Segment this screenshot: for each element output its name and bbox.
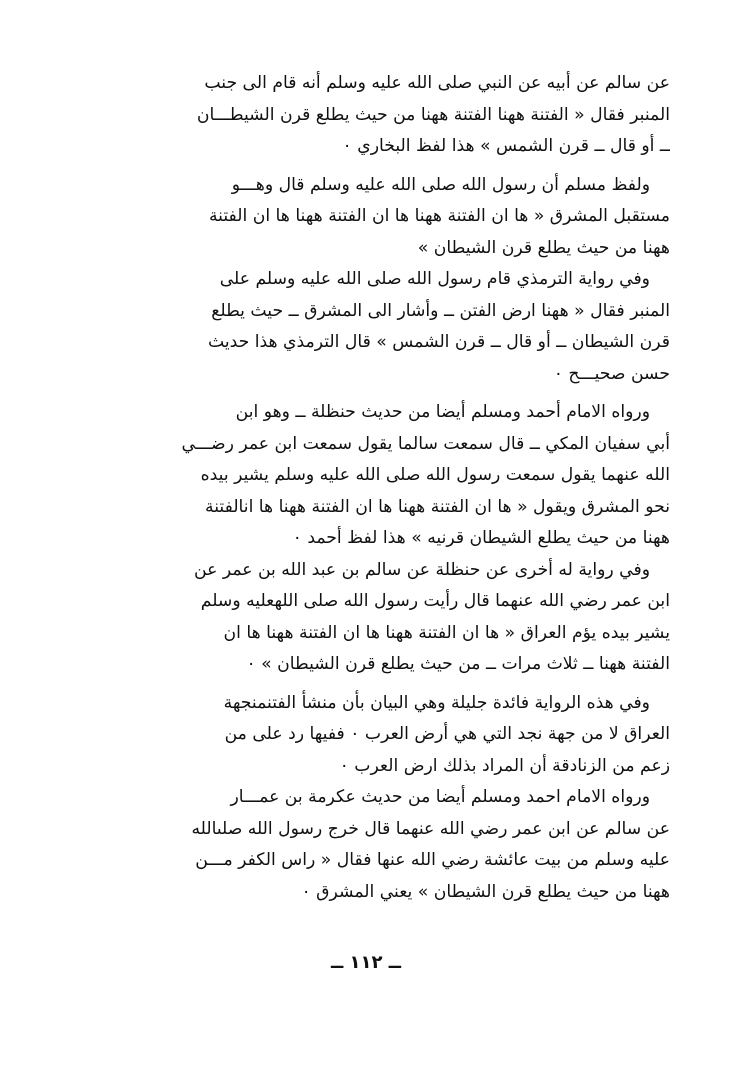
text-line: ــ أو قال ــ قرن الشمس » هذا لفظ البخاري ٠ (342, 136, 670, 156)
text-line: ابن عمر رضي الله عنهما قال رأيت رسول الله صلى اللهعليه وسلم (200, 591, 670, 611)
paragraph-gap (104, 681, 670, 688)
text-line: العراق لا من جهة نجد التي هي أرض العرب ٠ ففيها رد على من (224, 724, 670, 744)
text-line: ولفظ مسلم أن رسول الله صلى الله عليه وسلم قال وهـــو (231, 174, 650, 195)
text-line: عن سالم عن أبيه عن النبي صلى الله عليه وسلم أنه قام الى جنب (204, 73, 670, 93)
paragraph-gap (104, 163, 670, 170)
body-text (104, 68, 670, 908)
text-line: زعم من الزنادقة أن المراد بذلك ارض العرب ٠ (339, 755, 670, 776)
paragraph (104, 397, 670, 555)
text-line: مستقبل المشرق « ها ان الفتنة ههنا ها ان الفتنة ههنا ها ان الفتنة (208, 206, 670, 226)
paragraph (104, 688, 670, 783)
text-line: عليه وسلم من بيت عائشة رضي الله عنها فقال « راس الكفر مـــن (195, 850, 670, 870)
text-line: يشير بيده يؤم العراق « ها ان الفتنة ههنا ها ان الفتنة ههنا ها ان (223, 622, 670, 643)
text-line: قرن الشيطان ــ أو قال ــ قرن الشمس » قال الترمذي هذا حديث (207, 332, 670, 352)
paragraph (104, 264, 670, 390)
page-number: ــ ١١٢ ــ (330, 952, 402, 973)
text-line: ورواه الامام أحمد ومسلم أيضا من حديث حنظلة ــ وهو ابن (235, 402, 650, 422)
text-line: المنبر فقال « الفتنة ههنا الفتنة ههنا من حيث يطلع قرن الشيطـــان (196, 104, 670, 125)
text-line: ههنا من حيث يطلع الشيطان قرنيه » هذا لفظ أحمد ٠ (292, 528, 670, 548)
text-line: المنبر فقال « ههنا ارض الفتن ــ وأشار الى المشرق ــ حيث يطلع (211, 300, 670, 321)
text-line: الله عنهما يقول سمعت رسول الله صلى الله عليه وسلم يشير بيده (200, 465, 670, 485)
text-line: عن سالم عن ابن عمر رضي الله عنهما قال خرج رسول الله صلىالله (191, 818, 670, 839)
text-line: الفتنة ههنا ــ ثلاث مرات ــ من حيث يطلع قرن الشيطان » ٠ (246, 654, 670, 674)
paragraph (104, 782, 670, 908)
text-line: ههنا من حيث يطلع قرن الشيطان » يعني المشرق ٠ (301, 881, 670, 902)
text-line: نحو المشرق ويقول « ها ان الفتنة ههنا ها ان الفتنة ههنا ها انالفتنة (205, 496, 670, 517)
text-line: وفي رواية الترمذي قام رسول الله صلى الله عليه وسلم على (219, 269, 650, 289)
text-line: وفي هذه الرواية فائدة جليلة وهي البيان بأن منشأ الفتنمنجهة (223, 692, 650, 713)
text-line: ورواه الامام احمد ومسلم أيضا من حديث عكرمة بن عمـــار (230, 787, 650, 807)
text-line: أبي سفيان المكي ــ قال سمعت سالما يقول سمعت ابن عمر رضـــي (181, 433, 670, 454)
paragraph (104, 170, 670, 265)
paragraph (104, 68, 670, 163)
paragraph (104, 555, 670, 681)
text-line: ههنا من حيث يطلع قرن الشيطان » (417, 237, 670, 258)
text-line: حسن صحيـــح ٠ (553, 363, 670, 384)
paragraph-gap (104, 390, 670, 397)
text-line: وفي رواية له أخرى عن حنظلة عن سالم بن عبد الله بن عمر عن (194, 559, 650, 580)
